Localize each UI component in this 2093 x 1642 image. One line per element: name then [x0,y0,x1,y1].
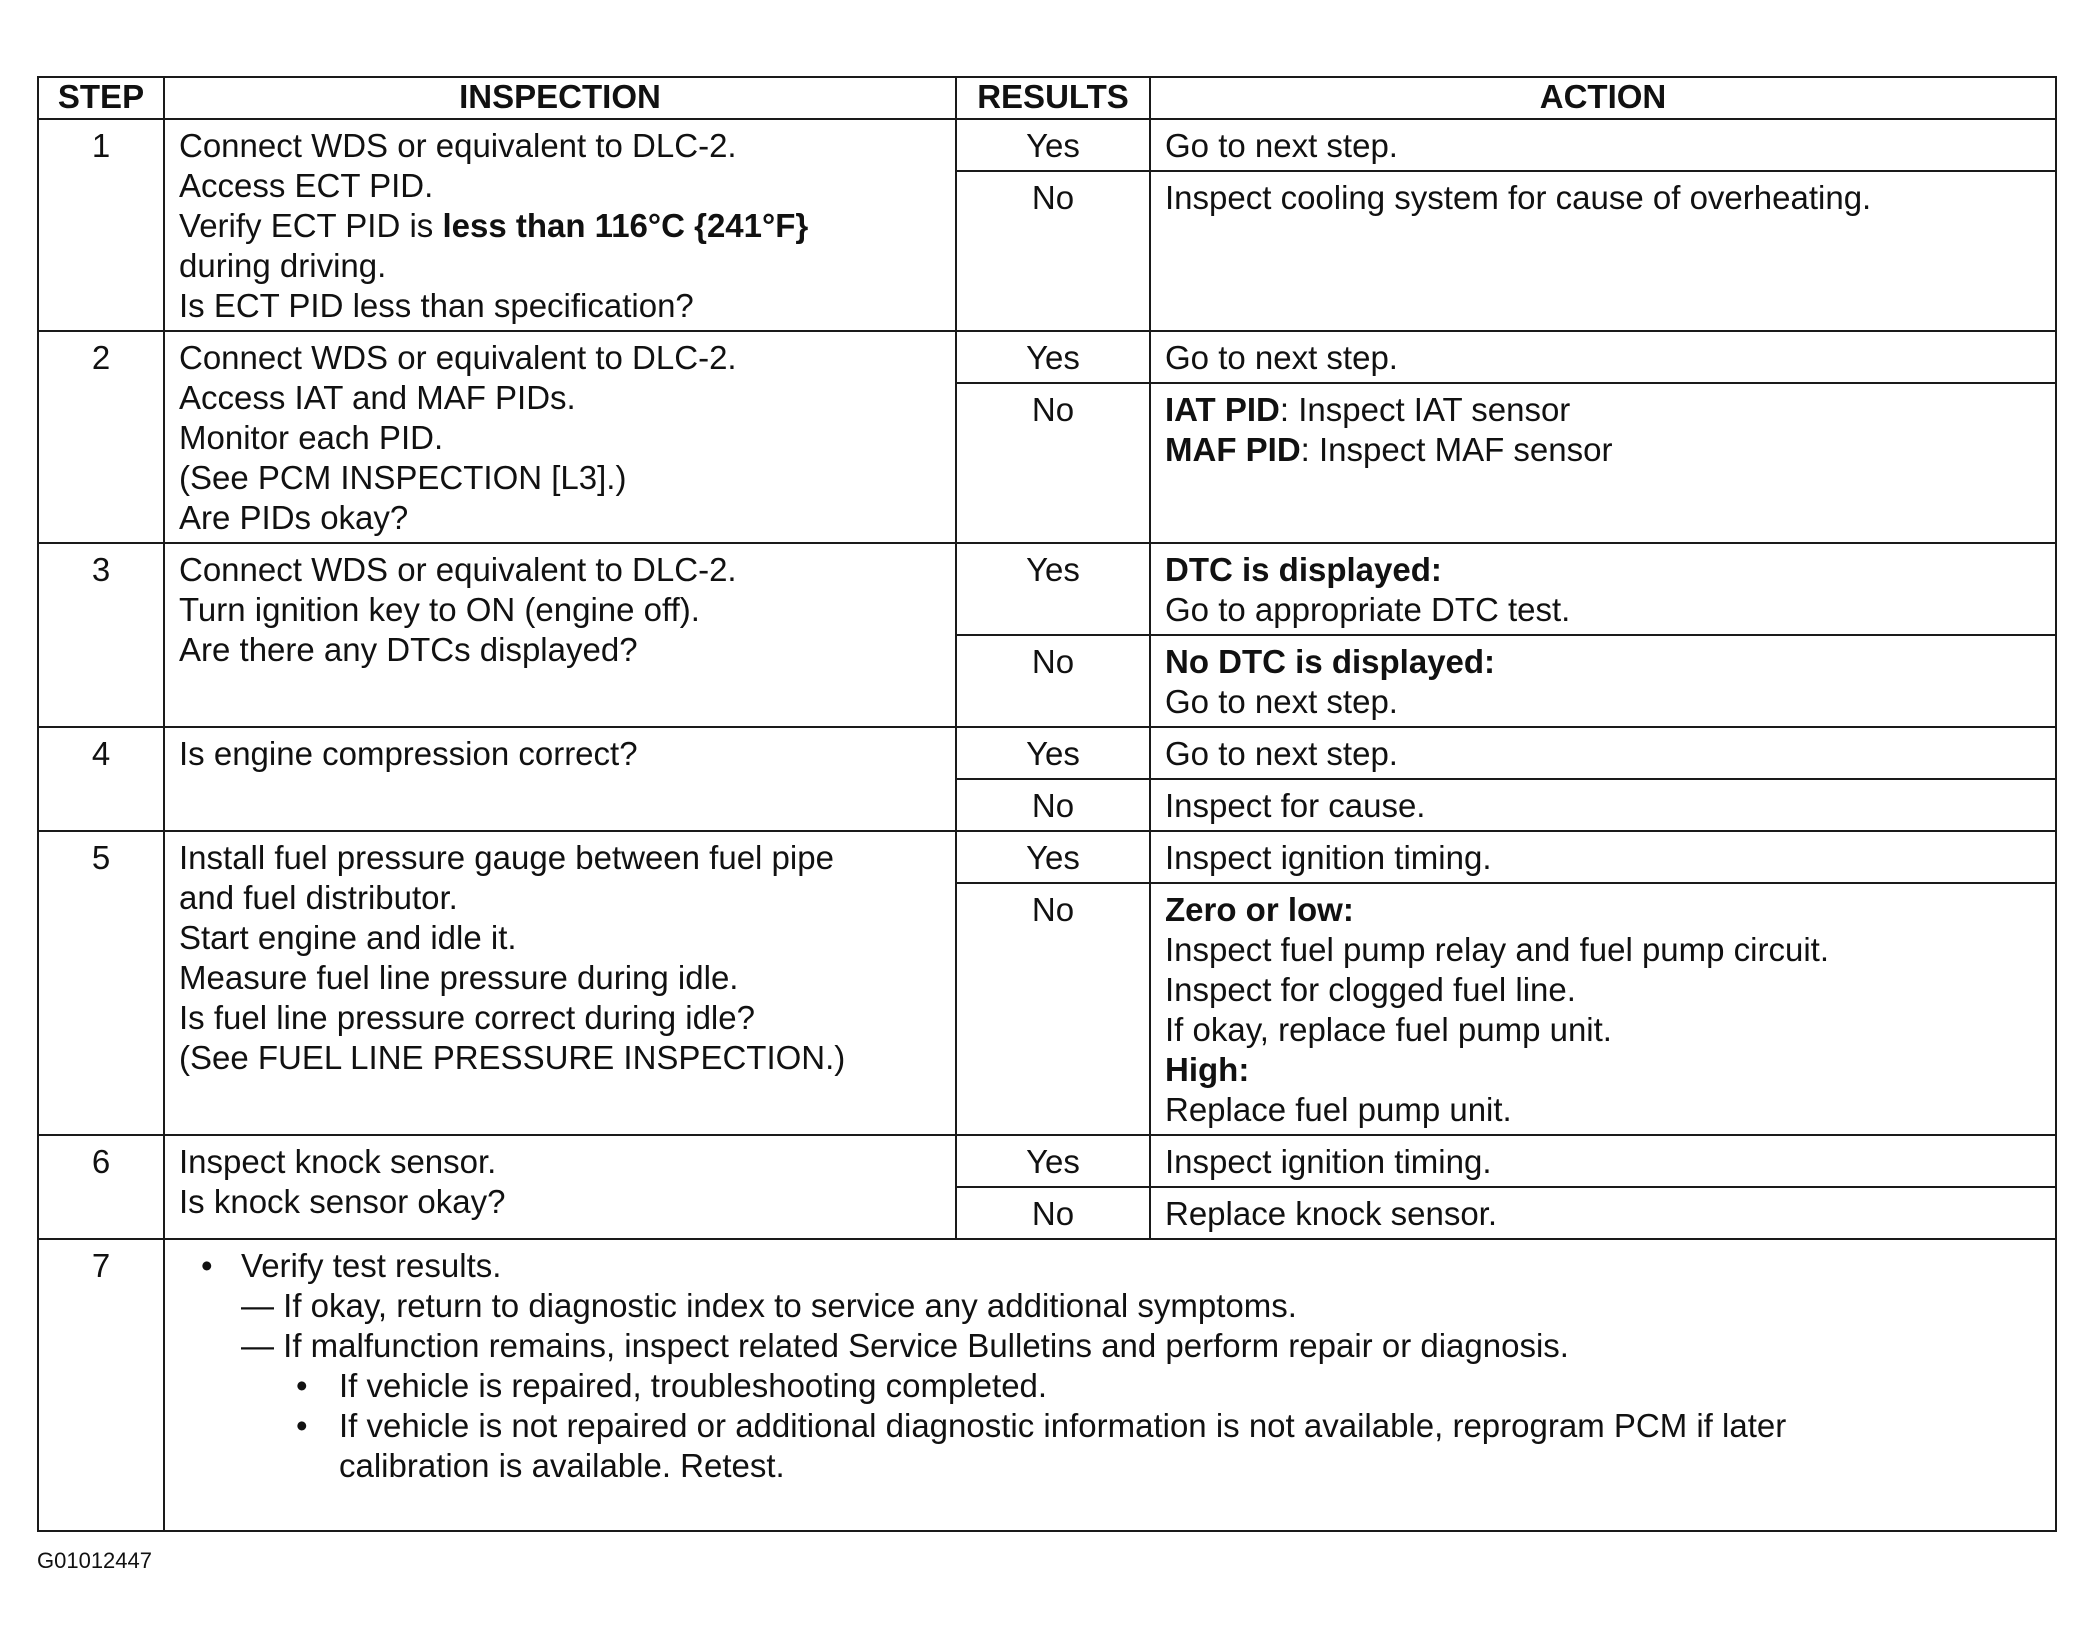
inspection-cell [164,831,956,1135]
inspection-line: Measure fuel line pressure during idle. [179,959,739,996]
header-results: RESULTS [956,77,1150,119]
inspection-cell [164,119,956,331]
result-yes: Yes [956,1135,1150,1187]
action-line: Inspect for clogged fuel line. [1165,971,1576,1008]
action-no: Inspect cooling system for cause of overheating. [1150,171,2056,331]
step-number: 4 [38,727,164,831]
action-yes: Go to next step. [1150,331,2056,383]
result-yes: Yes [956,543,1150,635]
sub-bullet-text: calibration is available. Retest. [339,1447,785,1484]
inspection-cell [164,727,956,831]
figure-id: G01012447 [37,1548,152,1573]
inspection-line: and fuel distributor. [179,879,458,916]
action-heading-bold: No DTC is displayed: [1165,643,1496,680]
action-line: Inspect fuel pump relay and fuel pump circuit. [1165,931,1830,968]
action-yes: Inspect ignition timing. [1150,1135,2056,1187]
result-no: No [956,883,1150,1135]
sub-bullet-list [179,1366,2041,1486]
inspection-line: Inspect knock sensor. [179,1143,497,1180]
action-no [1150,635,2056,727]
inspection-line: Are there any DTCs displayed? [179,631,638,668]
inspection-cell [164,1135,956,1239]
inspection-line: Is knock sensor okay? [179,1183,506,1220]
bullet-text: Verify test results. [241,1247,502,1284]
step-number: 3 [38,543,164,727]
action-heading-bold: High: [1165,1051,1250,1088]
step-number: 1 [38,119,164,331]
inspection-line: Access ECT PID. [179,167,434,204]
result-yes: Yes [956,831,1150,883]
sub-bullet-text: If vehicle is repaired, troubleshooting completed. [339,1367,1048,1404]
action-line [1165,390,2041,430]
action-heading-bold: Zero or low: [1165,891,1354,928]
inspection-verify-text: Verify ECT PID is [179,207,443,244]
diagnostic-table [37,76,2057,1532]
verification-list [179,1246,2041,1286]
inspection-line: (See PCM INSPECTION [L3].) [179,459,627,496]
step-number: 6 [38,1135,164,1239]
inspection-line: Is ECT PID less than specification? [179,287,694,324]
result-yes: Yes [956,727,1150,779]
inspection-line: Are PIDs okay? [179,499,409,536]
header-action: ACTION [1150,77,2056,119]
inspection-line: Connect WDS or equivalent to DLC-2. [179,127,737,164]
inspection-line: Start engine and idle it. [179,919,517,956]
result-no: No [956,383,1150,543]
action-line: Go to appropriate DTC test. [1165,591,1571,628]
sub-bullet-text: • If vehicle is not repaired or additional diagnostic information is not available, reprogram PCM if later [339,1407,1787,1444]
action-yes: Go to next step. [1150,727,2056,779]
header-row [38,77,2056,119]
inspection-line: Is fuel line pressure correct during idle? [179,999,755,1036]
inspection-line: Connect WDS or equivalent to DLC-2. [179,551,737,588]
table-row-step-2 [38,331,2056,383]
action-line [1165,430,2041,470]
action-heading-bold: DTC is displayed: [1165,551,1442,588]
dash-item: — If okay, return to diagnostic index to service any additional symptoms. [241,1287,1297,1324]
inspection-cell [164,543,956,727]
table-row-step-3 [38,543,2056,635]
inspection-line: Install fuel pressure gauge between fuel pipe [179,839,834,876]
header-step: STEP [38,77,164,119]
inspection-line: during driving. [179,247,387,284]
table-row-step-7 [38,1239,2056,1531]
action-no [1150,883,2056,1135]
dash-item: — If malfunction remains, inspect related Service Bulletins and perform repair or diagnosis. [241,1327,1569,1364]
list-item [179,1246,2041,1286]
table-row-step-1 [38,119,2056,171]
header-inspection: INSPECTION [164,77,956,119]
inspection-cell [164,331,956,543]
action-yes: Go to next step. [1150,119,2056,171]
action-yes: Inspect ignition timing. [1150,831,2056,883]
list-item [179,1366,2041,1406]
action-line: Replace fuel pump unit. [1165,1091,1512,1128]
result-no: No [956,779,1150,831]
result-no: No [956,1187,1150,1239]
table-row-step-4 [38,727,2056,779]
action-label-bold: MAF PID [1165,431,1301,468]
inspection-line: Access IAT and MAF PIDs. [179,379,576,416]
list-item [179,1406,2041,1486]
action-yes [1150,543,2056,635]
table-row-step-6 [38,1135,2056,1187]
inspection-line: Monitor each PID. [179,419,444,456]
action-line: Go to next step. [1165,683,1398,720]
result-yes: Yes [956,331,1150,383]
action-text: : Inspect MAF sensor [1300,431,1613,468]
inspection-line: (See FUEL LINE PRESSURE INSPECTION.) [179,1039,846,1076]
action-no [1150,383,2056,543]
inspection-line: Turn ignition key to ON (engine off). [179,591,700,628]
result-yes: Yes [956,119,1150,171]
result-no: No [956,635,1150,727]
table-row-step-5 [38,831,2056,883]
inspection-line [179,206,941,246]
inspection-line: Is engine compression correct? [179,735,638,772]
action-no: Inspect for cause. [1150,779,2056,831]
inspection-spec-bold: less than 116°C {241°F} [442,207,809,244]
action-text: : Inspect IAT sensor [1279,391,1571,428]
step-number: 7 [38,1239,164,1531]
result-no: No [956,171,1150,331]
verification-cell [164,1239,2056,1531]
action-no: Replace knock sensor. [1150,1187,2056,1239]
action-line: If okay, replace fuel pump unit. [1165,1011,1612,1048]
inspection-line: Connect WDS or equivalent to DLC-2. [179,339,737,376]
step-number: 5 [38,831,164,1135]
step-number: 2 [38,331,164,543]
action-label-bold: IAT PID [1165,391,1280,428]
